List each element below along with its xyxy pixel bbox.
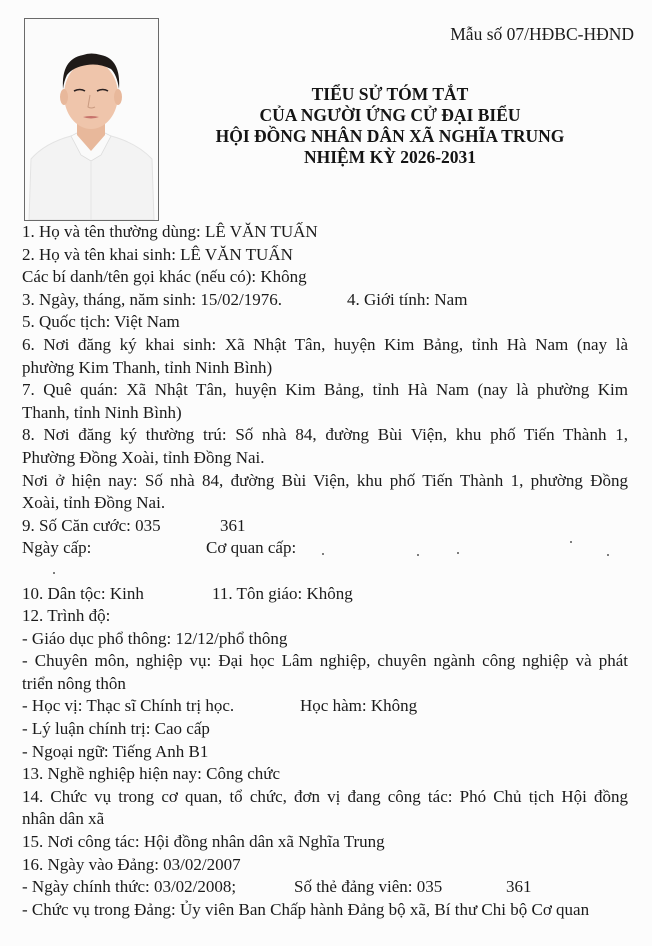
blank-spacer xyxy=(22,560,628,583)
field-academic-title: Học hàm: Không xyxy=(300,696,418,716)
redaction-artifact xyxy=(607,554,609,556)
row-party-official xyxy=(22,876,628,899)
field-party-card: Số thẻ đảng viên: 035 xyxy=(294,877,443,897)
field-workplace: 15. Nơi công tác: Hội đồng nhân dân xã Nghĩa Trung xyxy=(22,832,385,852)
field-birth-name: 2. Họ và tên khai sinh: LÊ VĂN TUẤN xyxy=(22,244,293,264)
field-qualifications-heading: 12. Trình độ: xyxy=(22,606,111,626)
row-ethnicity-religion xyxy=(22,583,628,606)
field-position-line2: nhân dân xã xyxy=(22,809,105,829)
field-aliases: Các bí danh/tên gọi khác (nếu có): Không xyxy=(22,267,307,287)
field-issue-date-label: Ngày cấp: xyxy=(22,538,92,558)
candidate-photo xyxy=(24,18,159,221)
field-current-address-line2: Xoài, tỉnh Đồng Nai. xyxy=(22,493,166,513)
field-ethnicity: 10. Dân tộc: Kinh xyxy=(22,583,144,603)
field-hometown-line1: 7. Quê quán: Xã Nhật Tân, huyện Kim Bảng, tỉnh Hà Nam (nay là phường Kim xyxy=(22,380,628,400)
field-degree: - Học vị: Thạc sĩ Chính trị học. xyxy=(22,696,235,716)
field-professional-line1: - Chuyên môn, nghiệp vụ: Đại học Lâm nghiệp, chuyên ngành công nghiệp và phát xyxy=(22,651,628,671)
redaction-artifact xyxy=(457,552,459,554)
redaction-artifact xyxy=(417,554,419,556)
redaction-artifact xyxy=(53,572,55,574)
field-date-of-birth: 3. Ngày, tháng, năm sinh: 15/02/1976. xyxy=(22,289,283,309)
field-hometown-line2: Thanh, tỉnh Ninh Bình) xyxy=(22,402,182,422)
field-occupation: 13. Nghề nghiệp hiện nay: Công chức xyxy=(22,764,281,784)
field-party-join-date: 16. Ngày vào Đảng: 03/02/2007 xyxy=(22,854,241,874)
field-permanent-address-line1: 8. Nơi đăng ký thường trú: Số nhà 84, đường Bùi Viện, khu phố Tiến Thành 1, xyxy=(22,425,628,445)
row-id-number xyxy=(22,515,628,538)
row-degree xyxy=(22,695,628,718)
field-religion: 11. Tôn giáo: Không xyxy=(212,583,353,603)
portrait-image xyxy=(25,19,158,220)
field-permanent-address-line2: Phường Đồng Xoài, tỉnh Đồng Nai. xyxy=(22,447,265,467)
title-line-1: TIỂU SỬ TÓM TẮT xyxy=(311,84,469,104)
redaction-artifact xyxy=(322,553,324,555)
field-professional-line2: triển nông thôn xyxy=(22,673,126,693)
form-code: Mẫu số 07/HĐBC-HĐND xyxy=(450,24,634,44)
field-foreign-language: - Ngoại ngữ: Tiếng Anh B1 xyxy=(22,741,209,761)
field-nationality: 5. Quốc tịch: Việt Nam xyxy=(22,312,180,332)
biography-body xyxy=(22,221,628,921)
row-id-issue xyxy=(22,537,628,560)
field-political-theory: - Lý luận chính trị: Cao cấp xyxy=(22,719,210,739)
title-line-4: NHIỆM KỲ 2026-2031 xyxy=(303,147,477,167)
field-position-line1: 14. Chức vụ trong cơ quan, tổ chức, đơn vị đang công tác: Phó Chủ tịch Hội đồng xyxy=(22,786,628,806)
document-title xyxy=(190,84,590,168)
field-id-number-suffix: 361 xyxy=(220,515,246,535)
redaction-artifact xyxy=(570,541,572,543)
field-birth-registration-line2: phường Kim Thanh, tỉnh Ninh Bình) xyxy=(22,357,273,377)
field-party-card-suffix: 361 xyxy=(506,877,532,897)
field-gender: 4. Giới tính: Nam xyxy=(347,289,468,309)
title-line-3: HỘI ĐỒNG NHÂN DÂN XÃ NGHĨA TRUNG xyxy=(215,126,565,146)
field-party-position: - Chức vụ trong Đảng: Ủy viên Ban Chấp hành Đảng bộ xã, Bí thư Chi bộ Cơ quan xyxy=(22,899,590,919)
field-common-name: 1. Họ và tên thường dùng: LÊ VĂN TUẤN xyxy=(22,222,318,241)
field-birth-registration-line1: 6. Nơi đăng ký khai sinh: Xã Nhật Tân, huyện Kim Bảng, tỉnh Hà Nam (nay là xyxy=(22,334,628,354)
row-dob-gender xyxy=(22,289,628,312)
field-general-education: - Giáo dục phổ thông: 12/12/phổ thông xyxy=(22,628,288,648)
title-line-2: CỦA NGƯỜI ỨNG CỬ ĐẠI BIỂU xyxy=(259,105,521,125)
field-current-address-line1: Nơi ở hiện nay: Số nhà 84, đường Bùi Viện, khu phố Tiến Thành 1, phường Đồng xyxy=(22,470,628,490)
field-official-date: - Ngày chính thức: 03/02/2008; xyxy=(22,877,237,897)
field-issue-place-label: Cơ quan cấp: xyxy=(206,538,297,558)
field-id-number: 9. Số Căn cước: 035 xyxy=(22,515,161,535)
